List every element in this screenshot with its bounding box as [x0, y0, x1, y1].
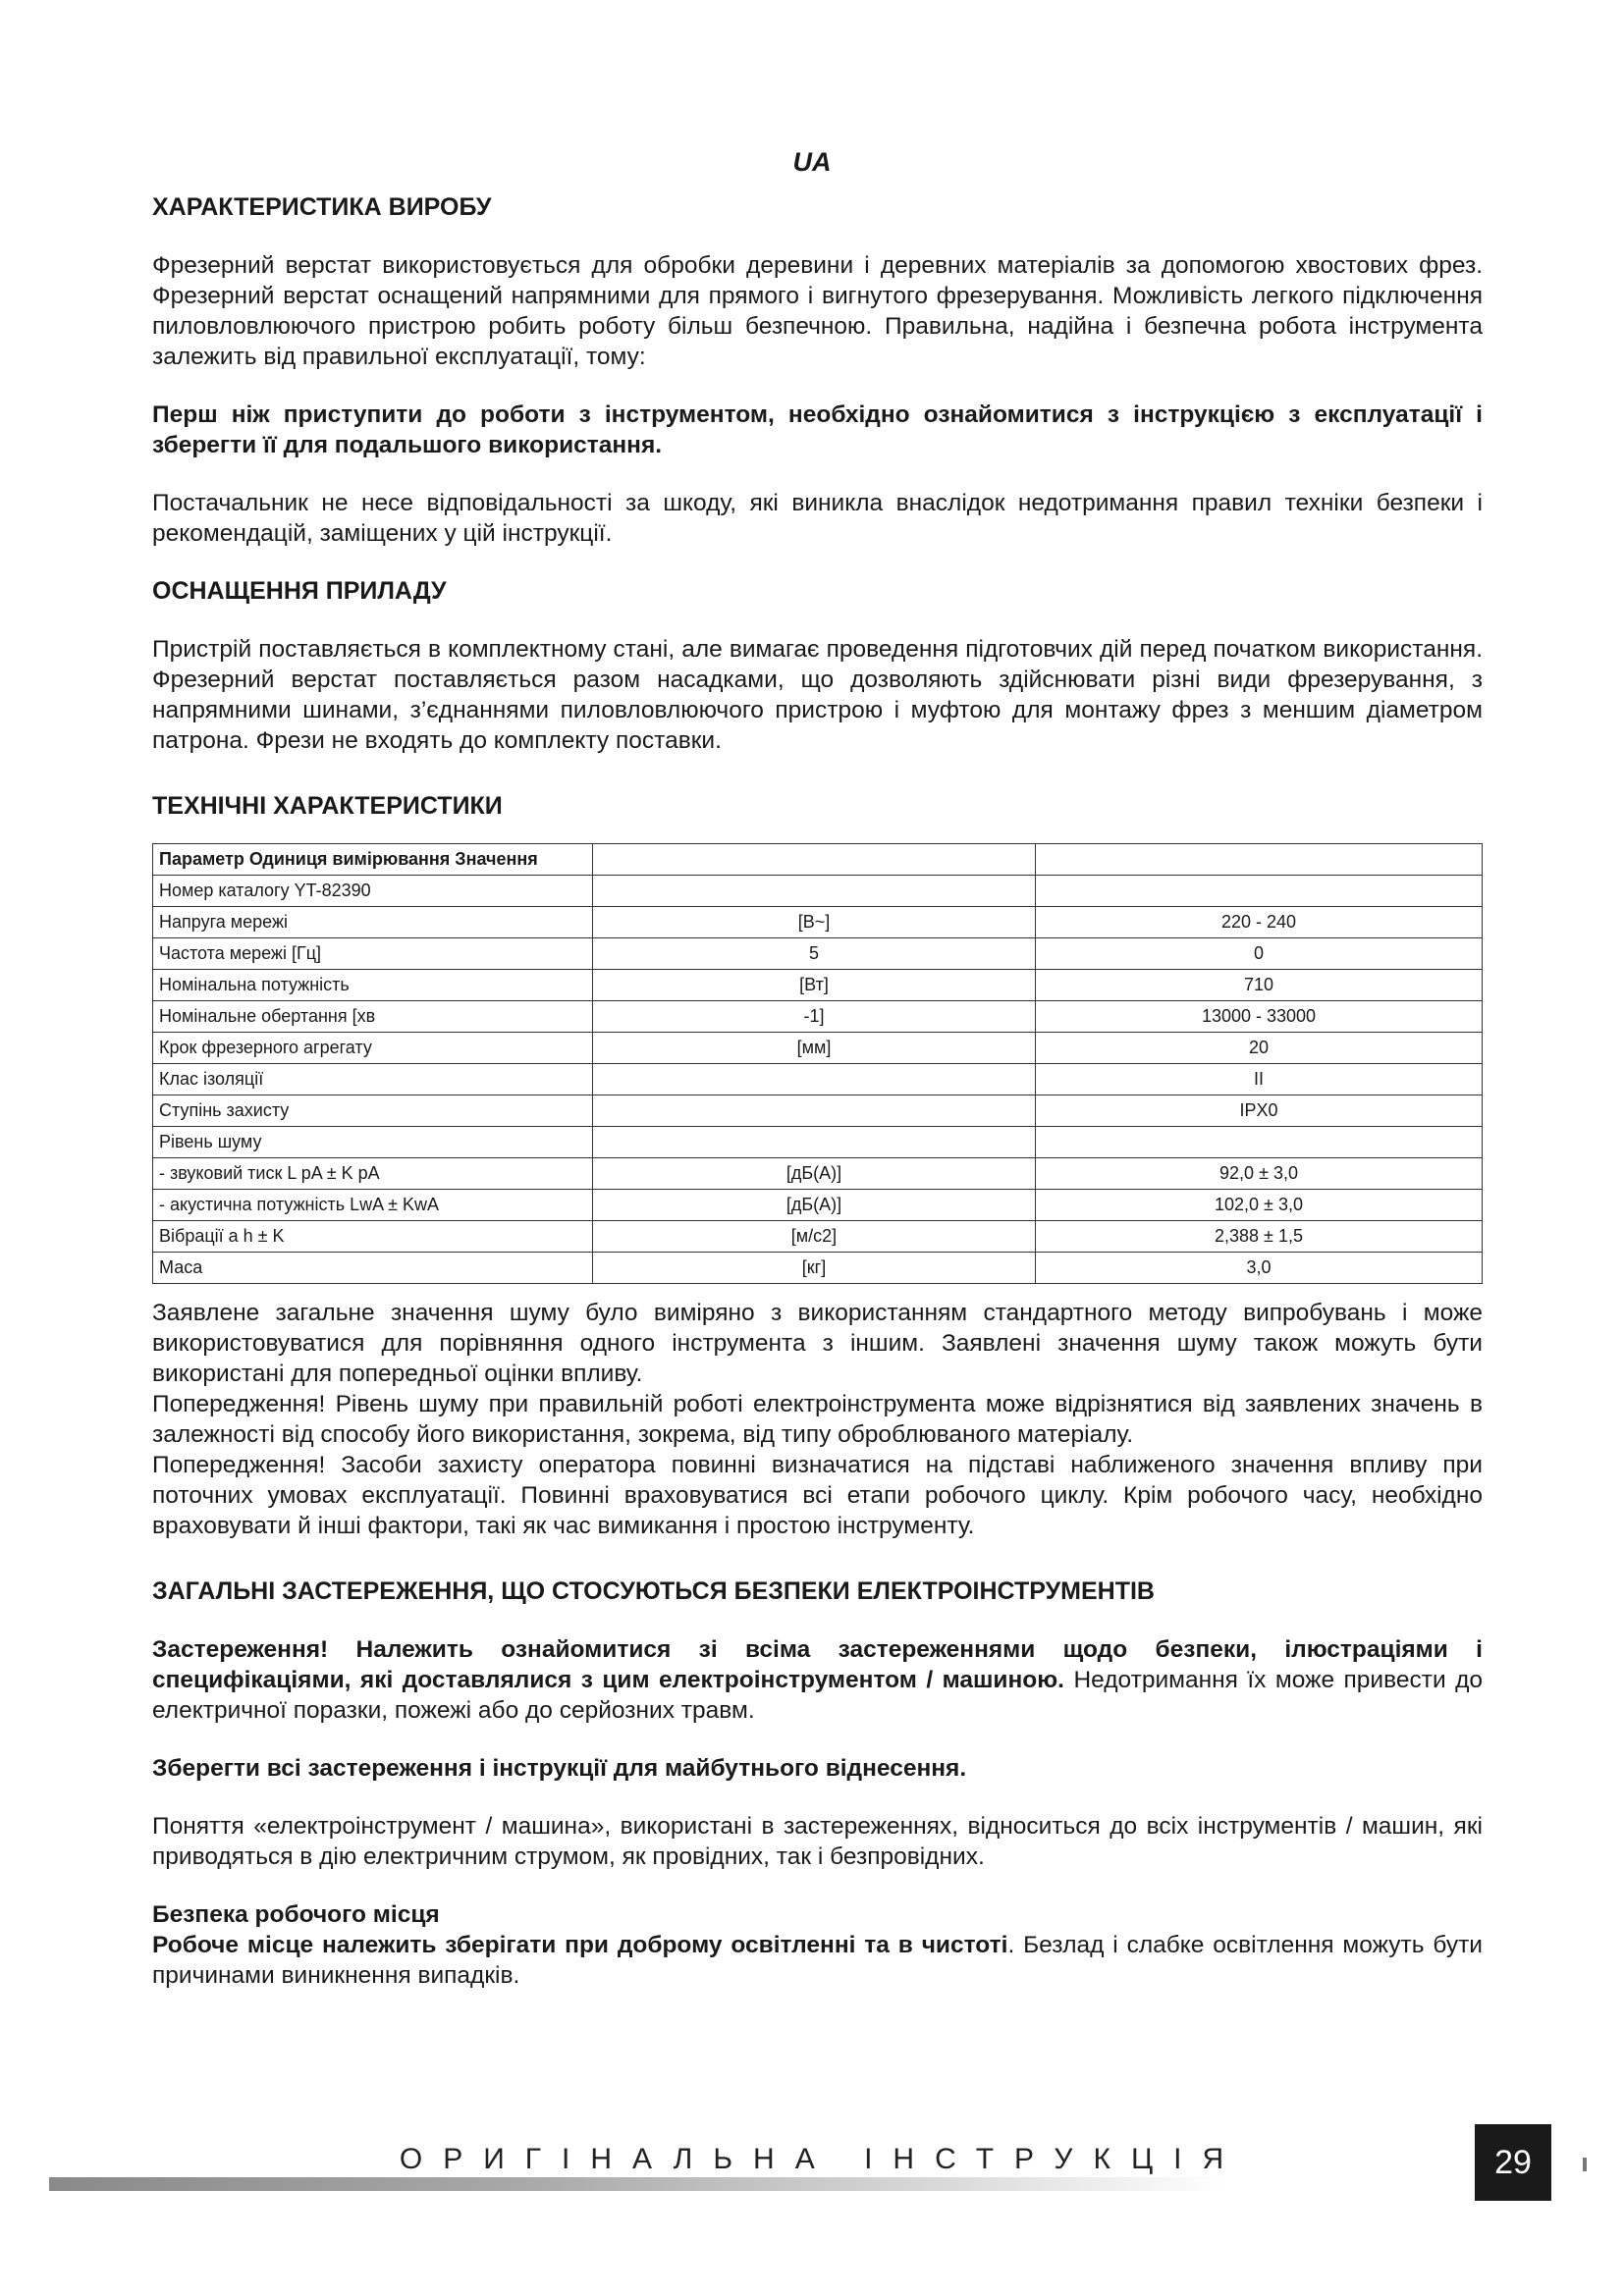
spec-header-cell-empty	[1036, 844, 1483, 876]
spec-value-cell: 220 - 240	[1036, 907, 1483, 938]
spec-unit-cell: [Вт]	[593, 970, 1036, 1001]
spec-unit-cell: [дБ(А)]	[593, 1190, 1036, 1221]
spec-value-cell: 20	[1036, 1033, 1483, 1064]
product-paragraph-2: Перш ніж приступити до роботи з інструментом, необхідно ознайомитися з інструкцією з експлуатації і зберегти її для подальшого використання.	[152, 401, 1483, 458]
spec-param-cell: Номінальна потужність	[153, 970, 593, 1001]
workplace-bold: Робоче місце належить зберігати при доброму освітленні та в чистоті	[152, 1932, 1008, 1958]
footer-title	[0, 2143, 1624, 2176]
spec-row	[153, 907, 1483, 938]
spec-table	[152, 843, 1483, 1284]
spec-param-cell: - акустична потужність LwA ± KwA	[153, 1190, 593, 1221]
spec-unit-cell	[593, 1095, 1036, 1127]
document-body	[152, 192, 1483, 1991]
spec-unit-cell: [В~]	[593, 907, 1036, 938]
safety-paragraph-4	[152, 1930, 1483, 1991]
spec-row	[153, 1001, 1483, 1033]
safety-paragraph-2: Зберегти всі застереження і інструкції для майбутнього віднесення.	[152, 1755, 967, 1782]
language-code: UA	[792, 147, 832, 177]
spec-row	[153, 970, 1483, 1001]
spec-row	[153, 1064, 1483, 1095]
spec-value-cell: 3,0	[1036, 1253, 1483, 1284]
spec-unit-cell	[593, 876, 1036, 907]
spec-param-cell: Крок фрезерного агрегату	[153, 1033, 593, 1064]
spec-param-cell: Клас ізоляції	[153, 1064, 593, 1095]
spec-unit-cell: [кг]	[593, 1253, 1036, 1284]
spec-param-cell: Номінальне обертання [хв	[153, 1001, 593, 1033]
safety-paragraph-1	[152, 1634, 1483, 1726]
heading-specs: ТЕХНІЧНІ ХАРАКТЕРИСТИКИ	[152, 792, 503, 820]
spec-value-cell	[1036, 876, 1483, 907]
spec-unit-cell: [м/с2]	[593, 1221, 1036, 1253]
workplace-safety-heading: Безпека робочого місця	[152, 1901, 440, 1928]
heading-safety: ЗАГАЛЬНІ ЗАСТЕРЕЖЕННЯ, ЩО СТОСУЮТЬСЯ БЕЗПЕКИ ЕЛЕКТРОІНСТРУМЕНТІВ	[152, 1577, 1155, 1605]
spec-unit-cell: 5	[593, 938, 1036, 970]
equipment-paragraph: Пристрій поставляється в комплектному стані, але вимагає проведення підготовчих дій перед початком використання. Фрезерний верстат поставляється разом насадками, що дозволяють здійснювати різні види фрезерування, з напрямними шинами, з’єднаннями пиловловлюючого пристрою і муфтою для монтажу фрез з меншим діаметром патрона. Фрези не входять до комплекту поставки.	[152, 636, 1483, 754]
spec-param-cell: Рівень шуму	[153, 1127, 593, 1158]
spec-value-cell: 92,0 ± 3,0	[1036, 1158, 1483, 1190]
spec-header-cell-empty	[593, 844, 1036, 876]
spec-row	[153, 938, 1483, 970]
spec-unit-cell	[593, 1064, 1036, 1095]
spec-header-cell: Параметр Одиниця вимірювання Значення	[153, 844, 593, 876]
footer-title-text: ОРИГІНАЛЬНА ІНСТРУКЦІЯ	[394, 2143, 1250, 2175]
spec-value-cell: 710	[1036, 970, 1483, 1001]
spec-param-cell: Вібрації a h ± K	[153, 1221, 593, 1253]
footer-gradient-bar	[49, 2177, 1227, 2191]
product-paragraph-3: Постачальник не несе відповідальності за шкоду, які виникла внаслідок недотримання правил техніки безпеки і рекомендацій, заміщених у цій інструкції.	[152, 490, 1483, 547]
spec-row	[153, 1127, 1483, 1158]
heading-product: ХАРАКТЕРИСТИКА ВИРОБУ	[152, 193, 492, 221]
spec-row	[153, 1253, 1483, 1284]
footer-tick-mark	[1583, 2158, 1587, 2171]
spec-unit-cell: -1]	[593, 1001, 1036, 1033]
safety-warning-bold: Застереження! Належить ознайомитися зі всіма застереженнями щодо безпеки, ілюстраціями і специфікаціями, які доставлялися з цим електроінструментом / машиною.	[152, 1636, 1483, 1693]
spec-value-cell: 0	[1036, 938, 1483, 970]
spec-value-cell: IPX0	[1036, 1095, 1483, 1127]
spec-row	[153, 876, 1483, 907]
heading-equipment: ОСНАЩЕННЯ ПРИЛАДУ	[152, 577, 447, 605]
spec-param-cell: Номер каталогу YT-82390	[153, 876, 593, 907]
spec-value-cell: 13000 - 33000	[1036, 1001, 1483, 1033]
spec-row	[153, 1221, 1483, 1253]
specs-note-2: Попередження! Рівень шуму при правильній роботі електроінструмента може відрізнятися від заявлених значень в залежності від способу його використання, зокрема, від типу оброблюваного матеріалу.	[152, 1391, 1483, 1448]
spec-value-cell: 102,0 ± 3,0	[1036, 1190, 1483, 1221]
specs-note-1: Заявлене загальне значення шуму було виміряно з використанням стандартного методу випробувань і може використовуватися для порівняння одного інструмента з іншим. Заявлені значення шуму також можуть бути використані для попередньої оцінки впливу.	[152, 1300, 1483, 1387]
spec-row	[153, 1095, 1483, 1127]
spec-row	[153, 1190, 1483, 1221]
spec-table-header-row	[153, 844, 1483, 876]
spec-param-cell: Маса	[153, 1253, 593, 1284]
safety-warning-rest: Недотримання їх може привести до електричної поразки, пожежі або до серйозних травм.	[152, 1667, 1483, 1724]
spec-value-cell: 2,388 ± 1,5	[1036, 1221, 1483, 1253]
spec-value-cell	[1036, 1127, 1483, 1158]
specs-note-3: Попередження! Засоби захисту оператора повинні визначатися на підставі наближеного значення впливу при поточних умовах експлуатації. Повинні враховуватися всі етапи робочого циклу. Крім робочого часу, необхідно враховувати й інші фактори, такі як час вимикання і простою інструменту.	[152, 1452, 1483, 1539]
spec-row	[153, 1033, 1483, 1064]
spec-unit-cell	[593, 1127, 1036, 1158]
safety-paragraph-3: Поняття «електроінструмент / машина», використані в застереженнях, відноситься до всіх інструментів / машин, які приводяться в дію електричним струмом, як провідних, так і безпровідних.	[152, 1813, 1483, 1870]
spec-param-cell: Напруга мережі	[153, 907, 593, 938]
spec-param-cell: Ступінь захисту	[153, 1095, 593, 1127]
spec-row	[153, 1158, 1483, 1190]
workplace-rest: . Безлад і слабке освітлення можуть бути причинами виникнення випадків.	[152, 1932, 1483, 1989]
spec-unit-cell: [мм]	[593, 1033, 1036, 1064]
product-paragraph-1: Фрезерний верстат використовується для обробки деревини і деревних матеріалів за допомогою хвостових фрез. Фрезерний верстат оснащений напрямними для прямого і вигнутого фрезерування. Можливість легкого підключення пиловловлюючого пристрою робить роботу більш безпечною. Правильна, надійна і безпечна робота інструмента залежить від правильної експлуатації, тому:	[152, 252, 1483, 370]
page-number: 29	[1475, 2124, 1551, 2201]
spec-param-cell: - звуковий тиск L pA ± K pA	[153, 1158, 593, 1190]
spec-value-cell: II	[1036, 1064, 1483, 1095]
spec-unit-cell: [дБ(А)]	[593, 1158, 1036, 1190]
spec-param-cell: Частота мережі [Гц]	[153, 938, 593, 970]
